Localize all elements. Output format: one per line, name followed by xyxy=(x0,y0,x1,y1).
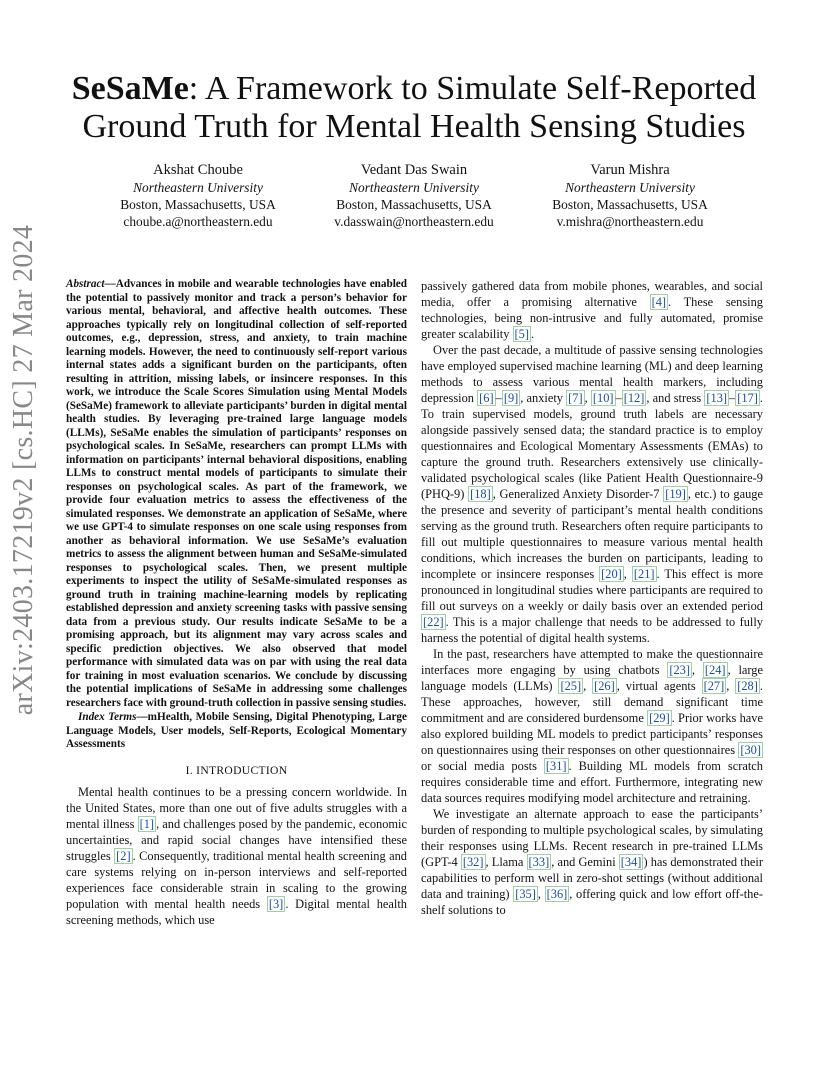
citation-link[interactable]: [26] xyxy=(594,679,615,693)
body-text: ) has demonstrated their capabilities to perform well in zero-shot settings (without additional data and training) xyxy=(421,855,763,901)
citation-link[interactable]: [18] xyxy=(470,487,491,501)
author-name: Akshat Choube xyxy=(153,162,243,178)
body-text: . Prior works have also explored building ML models to predict participants’ responses on questionnaires using their responses on other questionnaires xyxy=(421,711,763,757)
body-paragraph xyxy=(421,646,763,806)
citation-link[interactable]: [19] xyxy=(665,487,686,501)
index-terms-lead: Index Terms xyxy=(78,711,137,723)
body-text: , Llama xyxy=(485,855,527,869)
citation-link[interactable]: [21] xyxy=(633,567,655,581)
author-1 xyxy=(90,162,306,230)
author-name: Varun Mishra xyxy=(590,162,670,178)
body-text: , Generalized Anxiety Disorder-7 xyxy=(492,487,664,501)
section-rest: NTRODUCTION xyxy=(200,763,288,777)
author-affiliation: Northeastern University xyxy=(349,180,479,195)
body-text: , xyxy=(692,663,703,677)
body-paragraph xyxy=(421,806,763,918)
citation-link[interactable]: [17] xyxy=(737,391,758,405)
author-location: Boston, Massachusetts, USA xyxy=(120,197,276,212)
left-column xyxy=(66,278,407,928)
body-text: , and stress xyxy=(646,391,705,405)
citation-link[interactable]: [5] xyxy=(514,327,529,341)
title-rest: : A Framework to Simulate Self-Reported Ground Truth for Mental Health Sensing Studies xyxy=(82,70,757,145)
body-text: In the past, researchers have attempted to make the questionnaire interfaces more engaging by using chatbots xyxy=(421,647,763,677)
body-text: . This effect is more pronounced in longitudinal studies where participants are required to fill out surveys on a weekly or daily basis over an extended period xyxy=(421,567,763,613)
paper-title xyxy=(60,70,768,146)
citation-link[interactable]: [24] xyxy=(704,663,726,677)
body-text: . Building ML models from scratch requires considerable time and effort. Furthermore, integrating new data sources requires modifying model architecture and retraining. xyxy=(421,759,763,805)
body-text: , and challenges posed by the pandemic, economic uncertainties, and rapid social changes have intensified these struggles xyxy=(66,816,407,863)
citation-link[interactable]: [22] xyxy=(423,615,444,629)
body-text: , xyxy=(584,391,591,405)
body-text: , large language models (LLMs) xyxy=(421,663,763,693)
author-location: Boston, Massachusetts, USA xyxy=(336,197,492,212)
citation-link[interactable]: [33] xyxy=(528,855,550,869)
body-text: – xyxy=(615,391,622,405)
body-paragraph xyxy=(421,278,763,342)
citation-link[interactable]: [29] xyxy=(649,711,670,725)
body-text: , offering quick and low effort off-the-shelf solutions to xyxy=(421,887,763,917)
author-email: v.mishra@northeastern.edu xyxy=(556,214,704,229)
citation-link[interactable]: [23] xyxy=(669,663,690,677)
citation-link[interactable]: [35] xyxy=(515,887,536,901)
body-text: . This is a major challenge that needs to be addressed to fully harness the potential of digital health systems. xyxy=(421,615,763,645)
body-text: . Digital mental health screening methods, which use xyxy=(66,896,407,927)
body-text: , xyxy=(583,679,593,693)
citation-link[interactable]: [7] xyxy=(568,391,583,405)
citation-link[interactable]: [28] xyxy=(737,679,758,693)
body-text: . xyxy=(530,327,535,341)
citation-link[interactable]: [20] xyxy=(601,567,622,581)
body-text: . To train supervised models, ground truth labels are necessary alongside passively sensed data; the standard practice is to employ questionnaires and Ecological Momentary Assessments (EMAs) to capture the ground truth. Researchers extensively use clinically-validated psychological scales (like Patient Health Questionnaire-9 (PHQ-9) xyxy=(421,391,764,501)
body-text: . These approaches, however, still demand significant time commitment and are considered burdensome xyxy=(421,679,763,725)
body-text: , xyxy=(726,679,736,693)
body-text: – xyxy=(495,391,502,405)
author-affiliation: Northeastern University xyxy=(565,180,695,195)
abstract-lead: Abstract xyxy=(66,278,105,290)
index-terms xyxy=(66,711,407,752)
body-text: , anxiety xyxy=(520,391,567,405)
author-email: v.dasswain@northeastern.edu xyxy=(334,214,494,229)
author-email: choube.a@northeastern.edu xyxy=(123,214,273,229)
citation-link[interactable]: [27] xyxy=(703,679,725,693)
citation-link[interactable]: [3] xyxy=(268,896,284,911)
intro-paragraph xyxy=(66,784,407,928)
author-3 xyxy=(522,162,738,230)
body-text: , etc.) to gauge the presence and severity of participant’s mental health conditions serving as the ground truth. Researchers often require participants to fill out multiple questionnaires to measure various mental health conditions, which increases the burden on participants, leading to incomplete or insincere responses xyxy=(421,487,763,581)
citation-link[interactable]: [12] xyxy=(623,391,645,405)
author-block xyxy=(90,162,738,230)
citation-link[interactable]: [36] xyxy=(546,887,568,901)
author-affiliation: Northeastern University xyxy=(133,180,263,195)
body-text: , xyxy=(537,887,545,901)
body-text: , and Gemini xyxy=(551,855,619,869)
citation-link[interactable]: [34] xyxy=(620,855,642,869)
citation-link[interactable]: [4] xyxy=(651,295,667,309)
body-text: Mental health continues to be a pressing concern worldwide. In the United States, more than one out of five adults struggles with a mental illness xyxy=(66,784,407,831)
body-text: passively gathered data from mobile phones, wearables, and social media, offer a promising alternative xyxy=(421,279,763,309)
citation-link[interactable]: [1] xyxy=(139,816,155,831)
section-heading-introduction xyxy=(66,763,407,779)
citation-link[interactable]: [6] xyxy=(479,391,494,405)
abstract-text: —Advances in mobile and wearable technologies have enabled the potential to passively monitor and track a person’s behavior for various mental, behavioral, and affective health outcomes. These approaches typically rely on longitudinal collection of self-reported outcomes, e.g., depression, stress, and anxiety, to train machine learning models. However, the need to continuously self-report various internal states adds a significant burden on the participants, often resulting in attrition, missing labels, or insincere responses. In this work, we introduce the Scale Scores Simulation using Mental Models (SeSaMe) framework to alleviate participants’ burden in digital mental health studies. By leveraging pre-trained large language models (LLMs), SeSaMe enables the simulation of participants’ responses on psychological scales. In SeSaMe, researchers can prompt LLMs with information on participants’ internal behavioral dispositions, enabling LLMs to construct mental models of participants to simulate their responses on psychological scales. As part of the framework, we provide four evaluation metrics to assess the effectiveness of the simulated responses. We demonstrate an application of SeSaMe, where we use GPT-4 to simulate responses on one scale using responses from another as behavioral information. We use SeSaMe’s evaluation metrics to assess the alignment between human and SeSaMe-simulated responses to psychological scales. Then, we present multiple experiments to inspect the utility of SeSaMe-simulated responses as ground truth in training machine-learning models by replicating established depression and anxiety screening tasks with passive sensing data from a previous study. Our results indicate SeSaMe to be a promising approach, but its alignment may vary across scales and specific prediction objectives. We also observed that model performance with simulated data was on par with using the real data for training in most evaluation scenarios. We conclude by discussing the potential implications of SeSaMe in addressing some challenges researchers face with ground-truth collection in passive sensing studies. xyxy=(66,278,407,709)
body-paragraph xyxy=(421,342,763,646)
author-location: Boston, Massachusetts, USA xyxy=(552,197,708,212)
citation-link[interactable]: [9] xyxy=(503,391,519,405)
arxiv-id-text: arXiv:2403.17219v2 [cs.HC] 27 Mar 2024 xyxy=(8,224,39,716)
body-text: , virtual agents xyxy=(616,679,702,693)
citation-link[interactable]: [25] xyxy=(560,679,582,693)
citation-link[interactable]: [30] xyxy=(740,743,761,757)
abstract xyxy=(66,278,407,710)
body-text: – xyxy=(729,391,736,405)
section-number: I. xyxy=(185,763,197,777)
citation-link[interactable]: [32] xyxy=(462,855,484,869)
author-name: Vedant Das Swain xyxy=(360,162,468,178)
body-text: We investigate an alternate approach to ease the participants’ burden of responding to multiple psychological scales, by simulating their responses using LLMs. Recent research in pre-trained LLMs (GPT-4 xyxy=(421,807,763,869)
body-text: or social media posts xyxy=(421,759,544,773)
index-terms-text: —mHealth, Mobile Sensing, Digital Phenotyping, Large Language Models, User models, Self-Reports, Ecological Momentary Assessments xyxy=(66,711,407,750)
citation-link[interactable]: [13] xyxy=(706,391,728,405)
body-text: , xyxy=(623,567,632,581)
body-text: Over the past decade, a multitude of passive sensing technologies have employed supervised machine learning (ML) and deep learning methods to assess various mental health markers, including depression xyxy=(421,343,763,405)
title-bold-part: SeSaMe xyxy=(71,70,189,107)
citation-link[interactable]: [2] xyxy=(116,848,131,863)
citation-link[interactable]: [10] xyxy=(592,391,614,405)
citation-link[interactable]: [31] xyxy=(545,759,567,773)
body-text: . These sensing technologies, being non-intrusive and fully automated, promise greater scalability xyxy=(421,295,764,341)
body-text: . Consequently, traditional mental health screening and care systems relying on in-person interviews and self-reported experiences face considerable strain in scaling to the growing population with mental health needs xyxy=(66,848,407,911)
section-first-letter: I xyxy=(196,763,201,777)
right-column xyxy=(421,278,763,918)
author-2 xyxy=(306,162,522,230)
